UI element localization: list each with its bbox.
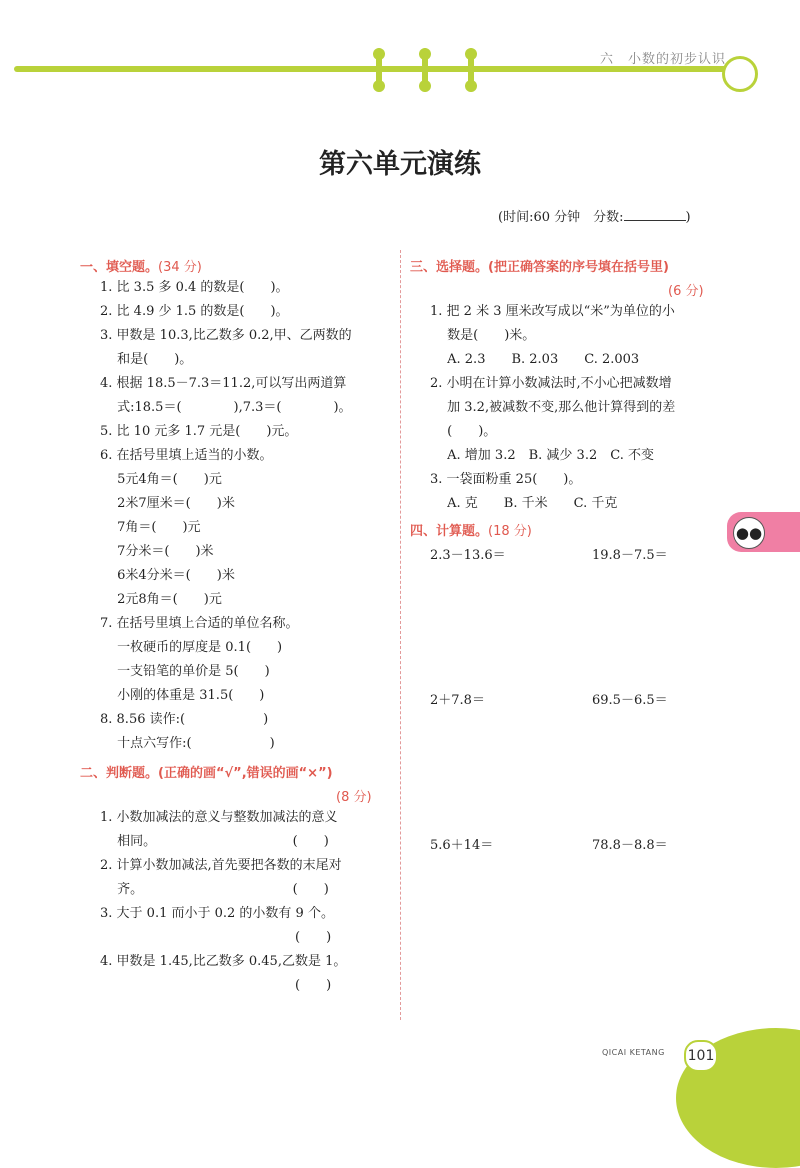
question-line: 3. 一袋面粉重 25( )。	[430, 472, 582, 487]
question-line: 数是( )米。	[430, 328, 536, 343]
section-calc-heading	[410, 520, 532, 539]
question-line: 2. 比 4.9 少 1.5 的数是( )。	[100, 304, 289, 319]
question-line: ( )	[100, 978, 332, 993]
question-line: 加 3.2,被减数不变,那么他计算得到的差	[430, 400, 676, 415]
binder-ring-icon	[422, 48, 428, 92]
calc-item: 2.3－13.6＝	[430, 548, 506, 563]
time-score-line	[498, 206, 691, 225]
question-line: 7角＝( )元	[100, 520, 201, 535]
calc-item: 2＋7.8＝	[430, 693, 485, 708]
page-number: 101	[684, 1040, 718, 1072]
question-line: 一支铅笔的单价是 5( )	[100, 664, 270, 679]
question-line: 一枚硬币的厚度是 0.1( )	[100, 640, 283, 655]
binder-ring-icon	[468, 48, 474, 92]
question-line: 3. 甲数是 10.3,比乙数多 0.2,甲、乙两数的	[100, 328, 352, 343]
section-fill-blank-heading	[80, 256, 202, 275]
fill-blank-list	[100, 276, 352, 756]
question-line: 5元4角＝( )元	[100, 472, 222, 487]
chapter-label: 六 小数的初步认识	[600, 52, 727, 67]
section-points: (6 分)	[668, 284, 704, 299]
section-choice-heading: 三、选择题。(把正确答案的序号填在括号里)	[410, 260, 669, 275]
time-score-prefix: (时间:60 分钟 分数:	[498, 210, 624, 225]
question-line: A. 2.3 B. 2.03 C. 2.003	[430, 352, 640, 367]
question-line: 6. 在括号里填上适当的小数。	[100, 448, 273, 463]
question-line: 7分米＝( )米	[100, 544, 214, 559]
question-line: 小刚的体重是 31.5( )	[100, 688, 265, 703]
question-line: 十点六写作:( )	[100, 736, 275, 751]
calc-item: 5.6＋14＝	[430, 838, 494, 853]
section-title: 一、填空题。	[80, 260, 159, 275]
question-line: 5. 比 10 元多 1.7 元是( )元。	[100, 424, 298, 439]
panda-icon: ●●	[733, 517, 765, 549]
section-points: (8 分)	[336, 790, 372, 805]
question-line: 2. 小明在计算小数减法时,不小心把减数增	[430, 376, 672, 391]
question-line: 4. 甲数是 1.45,比乙数多 0.45,乙数是 1。	[100, 954, 347, 969]
calc-item: 19.8－7.5＝	[592, 548, 668, 563]
page-title: 第六单元演练	[319, 149, 481, 180]
question-line: 6米4分米＝( )米	[100, 568, 235, 583]
section-true-false-heading: 二、判断题。(正确的画“√”,错误的画“×”)	[80, 766, 333, 781]
footer-brand: QICAI KETANG	[602, 1048, 665, 1057]
question-line: 1. 把 2 米 3 厘米改写成以“米”为单位的小	[430, 304, 675, 319]
binder-ring-icon	[376, 48, 382, 92]
column-divider	[400, 250, 401, 1020]
question-line: A. 克 B. 千米 C. 千克	[430, 496, 618, 511]
question-line: 8. 8.56 读作:( )	[100, 712, 269, 727]
question-line: 7. 在括号里填上合适的单位名称。	[100, 616, 299, 631]
question-line: A. 增加 3.2 B. 减少 3.2 C. 不变	[430, 448, 654, 463]
question-line: 1. 比 3.5 多 0.4 的数是( )。	[100, 280, 289, 295]
section-points: (34 分)	[158, 260, 202, 275]
question-line: 1. 小数加减法的意义与整数加减法的意义	[100, 810, 338, 825]
question-line: ( )。	[430, 424, 497, 439]
question-line: 4. 根据 18.5－7.3＝11.2,可以写出两道算	[100, 376, 347, 391]
calc-item: 78.8－8.8＝	[592, 838, 668, 853]
time-score-suffix: )	[685, 210, 691, 225]
section-title: 四、计算题。	[410, 524, 489, 539]
question-line: 相同。 ( )	[100, 834, 329, 849]
question-line: 齐。 ( )	[100, 882, 329, 897]
question-line: 3. 大于 0.1 而小于 0.2 的小数有 9 个。	[100, 906, 334, 921]
question-line: 式:18.5＝( ),7.3＝( )。	[100, 400, 352, 415]
score-blank[interactable]	[624, 208, 686, 221]
question-line: ( )	[100, 930, 332, 945]
panda-icon	[722, 56, 758, 92]
choice-list	[430, 300, 675, 516]
question-line: 和是( )。	[100, 352, 193, 367]
section-points: (18 分)	[488, 524, 532, 539]
question-line: 2. 计算小数加减法,首先要把各数的末尾对	[100, 858, 342, 873]
true-false-list	[100, 806, 346, 998]
question-line: 2米7厘米＝( )米	[100, 496, 235, 511]
question-line: 2元8角＝( )元	[100, 592, 222, 607]
calc-item: 69.5－6.5＝	[592, 693, 668, 708]
